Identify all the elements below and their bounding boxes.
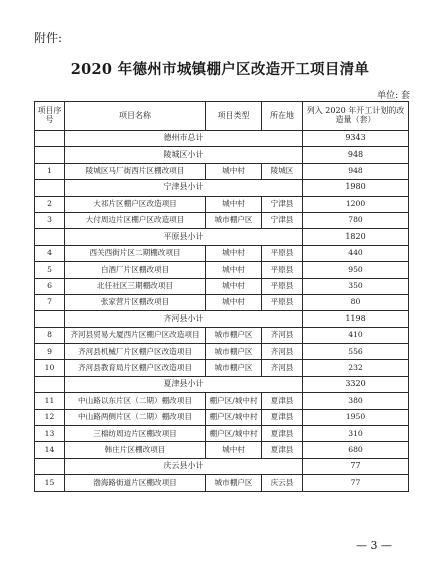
cell-type: 城市棚户区 <box>206 360 262 376</box>
subtotal-count: 948 <box>303 147 409 163</box>
subtotal-label: 齐河县小计 <box>65 311 303 327</box>
subtotal-label: 宁津县小计 <box>65 180 303 196</box>
cell-index: 11 <box>35 393 65 409</box>
cell-type: 城中村 <box>206 278 262 294</box>
cell-count: 680 <box>303 442 409 458</box>
header-name: 项目名称 <box>65 102 206 131</box>
cell-count: 350 <box>303 278 409 294</box>
cell-index: 15 <box>35 475 65 491</box>
cell-index: 2 <box>35 196 65 212</box>
table-row <box>35 327 409 343</box>
cell-location: 陵城区 <box>262 163 303 179</box>
cell-name: 大祁片区棚户区改造项目 <box>65 196 206 212</box>
cell-type: 城中村 <box>206 196 262 212</box>
subtotal-label: 庆云县小计 <box>65 458 303 474</box>
header-location: 所在地 <box>262 102 303 131</box>
header-index: 项目序号 <box>35 102 65 131</box>
empty-cell <box>35 147 65 163</box>
header-type: 项目类型 <box>206 102 262 131</box>
cell-name: 中山路两侧片区（二期）棚改项目 <box>65 409 206 425</box>
cell-type: 城中村 <box>206 442 262 458</box>
table-row <box>35 442 409 458</box>
subtotal-label: 德州市总计 <box>65 131 303 147</box>
cell-index: 14 <box>35 442 65 458</box>
unit-label: 单位: 套 <box>377 91 410 101</box>
cell-type: 城中村 <box>206 262 262 278</box>
cell-location: 夏津县 <box>262 426 303 442</box>
cell-count: 950 <box>303 262 409 278</box>
empty-cell <box>35 376 65 392</box>
cell-type: 棚户区/城中村 <box>206 393 262 409</box>
empty-cell <box>35 311 65 327</box>
cell-location: 齐河县 <box>262 360 303 376</box>
cell-count: 440 <box>303 245 409 261</box>
table-row <box>35 409 409 425</box>
table-body <box>35 131 409 492</box>
cell-count: 232 <box>303 360 409 376</box>
cell-count: 380 <box>303 393 409 409</box>
table-row <box>35 212 409 228</box>
cell-index: 13 <box>35 426 65 442</box>
cell-name: 大付周边片区棚户区改造项目 <box>65 212 206 228</box>
document-title: 2020 年德州市城镇棚户区改造开工项目清单 <box>70 61 370 78</box>
cell-name: 齐河县教育局片区棚户区改造项目 <box>65 360 206 376</box>
table-header-row <box>35 102 409 131</box>
subtotal-row <box>35 311 409 327</box>
cell-index: 5 <box>35 262 65 278</box>
subtotal-count: 77 <box>303 458 409 474</box>
cell-count: 310 <box>303 426 409 442</box>
cell-index: 1 <box>35 163 65 179</box>
table-row <box>35 196 409 212</box>
cell-count: 77 <box>303 475 409 491</box>
subtotal-row <box>35 147 409 163</box>
cell-location: 庆云县 <box>262 475 303 491</box>
subtotal-count: 1980 <box>303 180 409 196</box>
empty-cell <box>35 458 65 474</box>
subtotal-label: 陵城区小计 <box>65 147 303 163</box>
cell-location: 夏津县 <box>262 442 303 458</box>
cell-location: 平原县 <box>262 278 303 294</box>
table-row <box>35 393 409 409</box>
cell-count: 948 <box>303 163 409 179</box>
cell-name: 北任社区三期棚改项目 <box>65 278 206 294</box>
cell-name: 韩庄片区棚改项目 <box>65 442 206 458</box>
cell-location: 夏津县 <box>262 393 303 409</box>
table-row <box>35 475 409 491</box>
cell-name: 白酒厂片区棚改项目 <box>65 262 206 278</box>
subtotal-count: 9343 <box>303 131 409 147</box>
cell-index: 12 <box>35 409 65 425</box>
subtotal-row <box>35 229 409 245</box>
cell-location: 夏津县 <box>262 409 303 425</box>
cell-index: 10 <box>35 360 65 376</box>
empty-cell <box>35 229 65 245</box>
cell-type: 棚户区/城中村 <box>206 426 262 442</box>
subtotal-row <box>35 131 409 147</box>
page-number: — 3 — <box>356 539 392 552</box>
cell-count: 556 <box>303 344 409 360</box>
cell-location: 宁津县 <box>262 196 303 212</box>
cell-count: 1950 <box>303 409 409 425</box>
cell-count: 80 <box>303 294 409 310</box>
cell-location: 平原县 <box>262 245 303 261</box>
cell-location: 平原县 <box>262 262 303 278</box>
cell-location: 宁津县 <box>262 212 303 228</box>
cell-type: 城市棚户区 <box>206 475 262 491</box>
table-row <box>35 360 409 376</box>
cell-index: 9 <box>35 344 65 360</box>
table-row <box>35 426 409 442</box>
cell-index: 4 <box>35 245 65 261</box>
table-row <box>35 294 409 310</box>
cell-index: 3 <box>35 212 65 228</box>
cell-type: 棚户区/城中村 <box>206 409 262 425</box>
empty-cell <box>35 180 65 196</box>
cell-index: 6 <box>35 278 65 294</box>
empty-cell <box>35 131 65 147</box>
cell-type: 城市棚户区 <box>206 327 262 343</box>
table-row <box>35 278 409 294</box>
subtotal-label: 夏津县小计 <box>65 376 303 392</box>
cell-name: 西关西街片区二期棚改项目 <box>65 245 206 261</box>
subtotal-row <box>35 376 409 392</box>
subtotal-row <box>35 458 409 474</box>
attachment-label: 附件: <box>34 31 63 45</box>
subtotal-label: 平原县小计 <box>65 229 303 245</box>
header-count: 列入 2020 年开工计划的改造量（套） <box>303 102 409 131</box>
cell-name: 中山路以东片区（二期）棚改项目 <box>65 393 206 409</box>
cell-location: 平原县 <box>262 294 303 310</box>
cell-location: 齐河县 <box>262 344 303 360</box>
subtotal-count: 1198 <box>303 311 409 327</box>
table-row <box>35 245 409 261</box>
cell-type: 城中村 <box>206 245 262 261</box>
subtotal-count: 3320 <box>303 376 409 392</box>
cell-name: 齐河县贸易大厦西片区棚户区改造项目 <box>65 327 206 343</box>
subtotal-count: 1820 <box>303 229 409 245</box>
cell-name: 渤海路街道片区棚改项目 <box>65 475 206 491</box>
cell-type: 城中村 <box>206 163 262 179</box>
subtotal-row <box>35 180 409 196</box>
cell-type: 城市棚户区 <box>206 344 262 360</box>
cell-location: 齐河县 <box>262 327 303 343</box>
table-row <box>35 163 409 179</box>
cell-type: 城市棚户区 <box>206 212 262 228</box>
cell-name: 齐河县机械厂片区棚户区改造项目 <box>65 344 206 360</box>
project-table <box>34 101 409 492</box>
table-row <box>35 262 409 278</box>
cell-count: 410 <box>303 327 409 343</box>
cell-count: 780 <box>303 212 409 228</box>
cell-name: 陵城区马厂街西片区棚改项目 <box>65 163 206 179</box>
cell-type: 城中村 <box>206 294 262 310</box>
table-row <box>35 344 409 360</box>
cell-name: 张家营片区棚改项目 <box>65 294 206 310</box>
cell-name: 三棉纺周边片区棚改项目 <box>65 426 206 442</box>
cell-index: 8 <box>35 327 65 343</box>
cell-count: 1200 <box>303 196 409 212</box>
cell-index: 7 <box>35 294 65 310</box>
